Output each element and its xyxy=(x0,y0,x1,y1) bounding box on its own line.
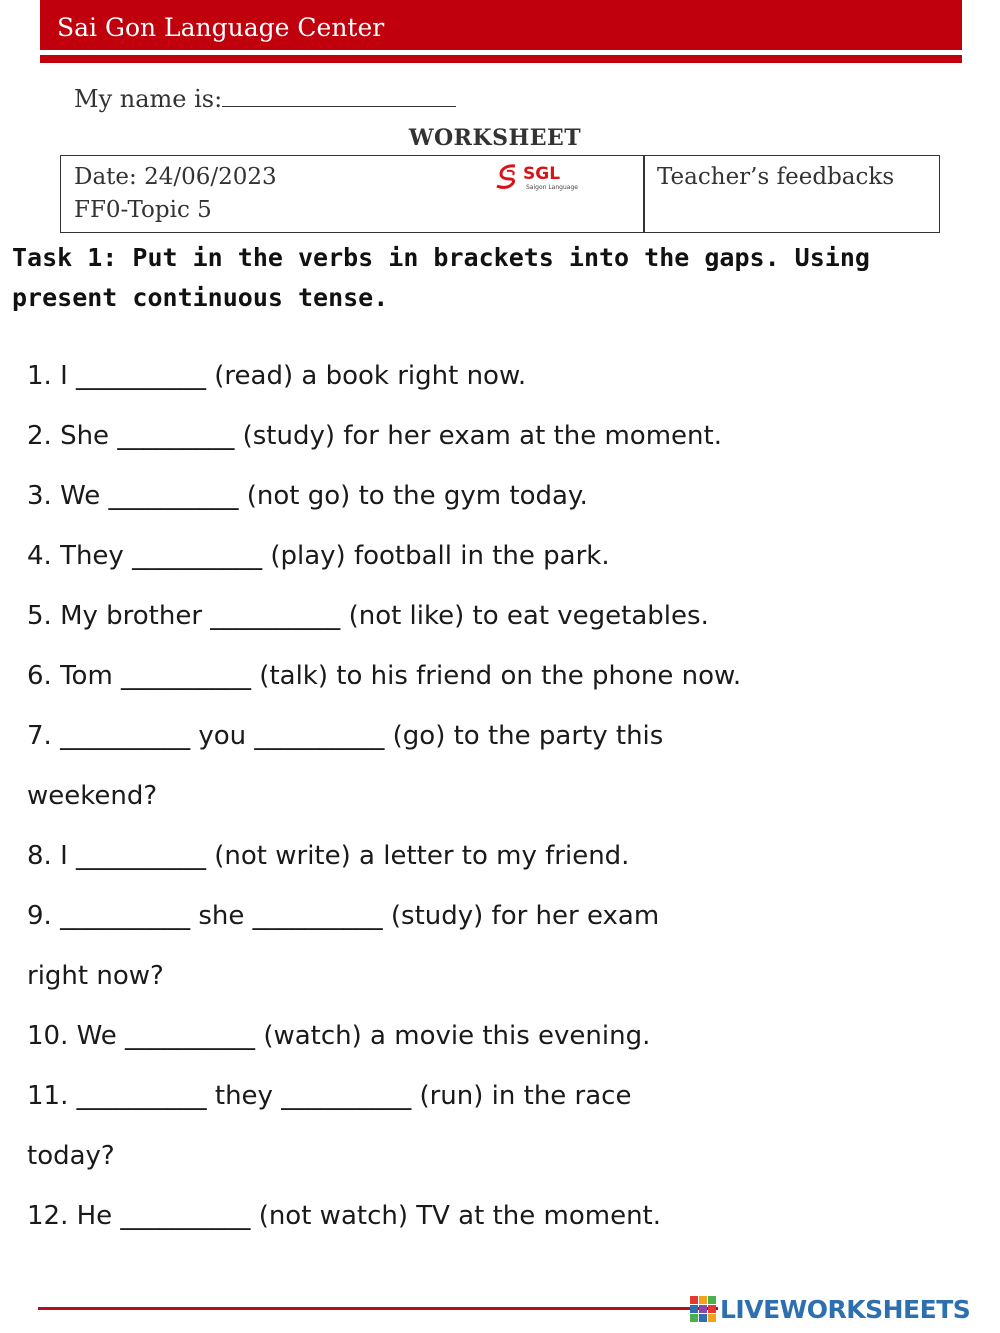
exercise-list xyxy=(27,346,987,1246)
exercise-line: 5. My brother __________ (not like) to eat vegetables. xyxy=(27,601,709,631)
name-input[interactable] xyxy=(222,82,456,107)
feedback-label: Teacher’s feedbacks xyxy=(657,164,895,190)
header-title: Sai Gon Language Center xyxy=(57,13,385,42)
exercise-line: 11. __________ they __________ (run) in the race xyxy=(27,1081,632,1111)
exercise-line: 12. He __________ (not watch) TV at the moment. xyxy=(27,1201,662,1231)
info-table xyxy=(60,155,940,233)
topic-label: FF0-Topic 5 xyxy=(74,197,212,223)
exercise-line: right now? xyxy=(27,961,164,991)
liveworksheets-grid-icon xyxy=(690,1296,716,1322)
info-divider xyxy=(643,156,645,232)
name-field xyxy=(74,82,456,113)
logo-subtext: Saigon Language xyxy=(526,184,578,191)
exercise-line: today? xyxy=(27,1141,115,1171)
logo-text: SGL xyxy=(523,164,561,184)
liveworksheets-logo[interactable] xyxy=(690,1293,970,1325)
exercise-line: 2. She _________ (study) for her exam at the moment. xyxy=(27,421,722,451)
exercise-line: 8. I __________ (not write) a letter to my friend. xyxy=(27,841,630,871)
exercise-line: 4. They __________ (play) football in the park. xyxy=(27,541,610,571)
exercise-line: 9. __________ she __________ (study) for her exam xyxy=(27,901,660,931)
task-instruction: Task 1: Put in the verbs in brackets into the gaps. Using present continuous tense. xyxy=(12,243,870,312)
liveworksheets-text: LIVEWORKSHEETS xyxy=(720,1294,971,1324)
name-label: My name is: xyxy=(74,85,223,113)
sgl-logo-icon xyxy=(493,162,593,192)
exercise-line: weekend? xyxy=(27,781,158,811)
exercise-line: 3. We __________ (not go) to the gym today. xyxy=(27,481,588,511)
exercise-line: 1. I __________ (read) a book right now. xyxy=(27,361,527,391)
footer-divider xyxy=(38,1307,718,1310)
exercise-line: 10. We __________ (watch) a movie this evening. xyxy=(27,1021,651,1051)
exercise-line: 7. __________ you __________ (go) to the party this xyxy=(27,721,664,751)
date-label: Date: 24/06/2023 xyxy=(74,164,277,190)
header-divider xyxy=(40,55,962,63)
worksheet-title: WORKSHEET xyxy=(408,125,582,151)
exercise-line: 6. Tom __________ (talk) to his friend on the phone now. xyxy=(27,661,742,691)
